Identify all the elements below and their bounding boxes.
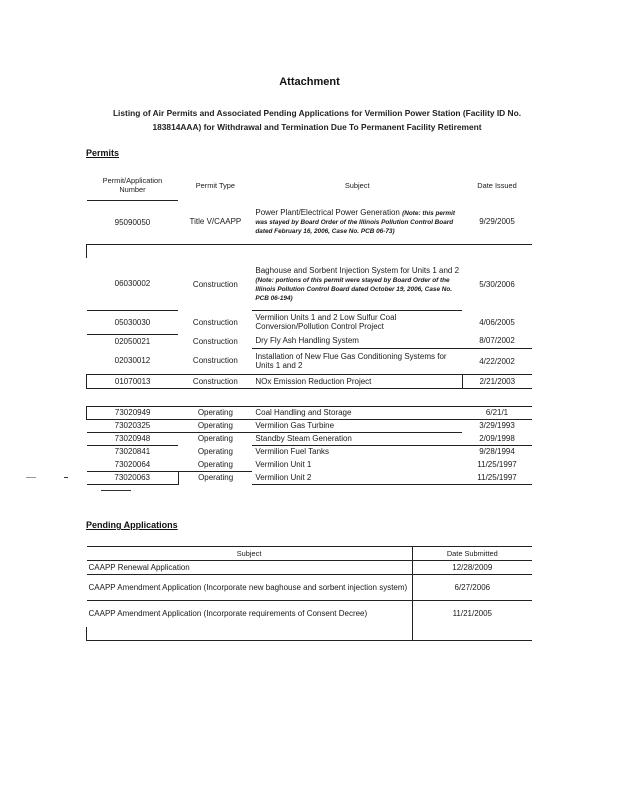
permits-table [86,170,532,485]
permit-type: Construction [192,279,238,289]
table-row [87,601,533,627]
permit-number: 73020948 [87,432,179,445]
col-header-subject: Subject [344,180,370,190]
pending-date: 11/21/2005 [452,609,493,619]
permit-subject: Baghouse and Sorbent Injection System for Units 1 and 2 (Note: portions of this permit were stayed by Board Order of the Illinois Pollution Control Board dated October 19, 2006, Case No. PCB 06-194) [252,258,462,310]
permit-subject: Vermilion Fuel Tanks [255,447,330,457]
table-row [87,471,533,484]
permit-type: Title V/CAAPP [189,217,242,227]
permit-number: 01070013 [87,374,179,388]
permit-type: Construction [192,336,238,346]
permit-number: 73020841 [114,447,151,457]
permit-date: 4/06/2005 [479,317,515,327]
document-subtitle [82,106,552,134]
permit-number: 95090050 [114,217,151,227]
document-title: Attachment [279,76,340,88]
table-row [87,445,533,458]
permit-date: 8/07/2002 [462,334,532,348]
permit-date: 11/25/1997 [477,460,517,469]
pending-applications-heading: Pending Applications [86,520,178,530]
col-header-subject: Subject [87,547,413,561]
permit-subject: Vermilion Units 1 and 2 Low Sulfur Coal Conversion/Pollution Control Project [255,313,397,332]
col-header-type: Permit Type [195,180,236,190]
table-row [87,458,533,471]
table-row [87,419,533,432]
permit-type: Operating [178,471,252,484]
table-row [87,310,533,334]
pending-subject: CAAPP Amendment Application (Incorporate new baghouse and sorbent injection system) [87,575,413,601]
permit-date: 2/09/1998 [462,432,532,445]
permit-date: 5/30/2006 [479,279,515,289]
permit-number: 73020064 [87,458,179,471]
permit-subject: Power Plant/Electrical Power Generation (Note: this permit was stayed by Board Order of the Illinois Pollution Control Board dated February 16, 2006, Case No. PCB 06-73) [255,208,456,236]
pending-applications-table [86,546,532,641]
pending-date: 6/27/2006 [412,575,532,601]
permit-subject: Vermilion Gas Turbine [252,419,462,432]
spacer-row [87,244,533,258]
permit-date: 9/29/2005 [479,217,515,227]
permit-number: 02050021 [87,334,179,348]
subtitle-line-1: Listing of Air Permits and Associated Pending Applications for Vermilion Power Station (Facility ID No. [112,108,522,118]
permit-type: Operating [178,458,252,471]
pending-date: 12/28/2009 [412,561,532,575]
spacer-row [87,388,533,406]
permit-subject: Coal Handling and Storage [252,406,462,419]
table-row [87,561,533,575]
permit-type: Operating [178,419,252,432]
permit-type: Construction [192,317,238,327]
permit-note: (Note: this permit was stayed by Board Order of the Illinois Pollution Control Board dated February 16, 2006, Case No. PCB 06-73) [255,210,456,236]
permit-number: 73020063 [87,471,179,484]
permit-number: 02030012 [114,356,151,366]
subtitle-line-2: 183814AAA) for Withdrawal and Termination Due To Permanent Facility Retirement [152,122,482,132]
permit-date: 2/21/2003 [462,374,532,388]
col-header-date-submitted: Date Submitted [412,547,532,561]
permit-note: (Note: portions of this permit were stayed by Board Order of the Illinois Pollution Control Board dated October 19, 2006, Case No. PCB 06-194) [255,276,453,302]
pending-subject: CAAPP Amendment Application (Incorporate requirements of Consent Decree) [87,601,413,627]
scan-artifact [26,477,36,478]
permit-number: 06030002 [114,279,151,289]
table-row [87,575,533,601]
permit-date: 6/21/1 [462,406,532,419]
permit-subject: Standby Steam Generation [252,432,462,445]
col-header-number: Permit/Application Number [87,170,179,200]
permit-type: Construction [178,374,252,388]
table-row [87,258,533,310]
permit-number: 73020949 [87,406,179,419]
permit-number: 73020325 [87,419,179,432]
table-row [87,334,533,348]
permit-date: 3/29/1993 [479,421,515,431]
scan-artifact [101,490,131,491]
table-row [87,406,533,419]
permit-subject: Vermilion Unit 2 [252,471,462,484]
scan-artifact [64,477,68,478]
permit-subject: Vermilion Unit 1 [255,460,312,469]
permit-type: Construction [192,356,238,366]
pending-subject: CAAPP Renewal Application [87,561,413,575]
permit-subject: NOx Emission Reduction Project [252,374,462,388]
table-row [87,374,533,388]
table-row [87,348,533,374]
permit-date: 4/22/2002 [479,356,515,366]
permit-subject: Dry Fly Ash Handling System [252,334,462,348]
permit-type: Operating [197,434,233,444]
table-row [87,432,533,445]
permit-type: Operating [197,447,233,456]
permit-type: Operating [178,406,252,419]
table-row [87,200,533,244]
permit-date: 11/25/1997 [462,471,532,484]
permits-heading: Permits [86,148,120,158]
permit-date: 9/28/1994 [479,447,515,457]
permit-subject: Installation of New Flue Gas Conditioning Systems for Units 1 and 2 [255,352,447,370]
permit-number: 05030030 [87,310,179,334]
spacer-cell [412,627,532,641]
spacer-row [87,627,413,641]
col-header-date: Date Issued [477,180,517,190]
